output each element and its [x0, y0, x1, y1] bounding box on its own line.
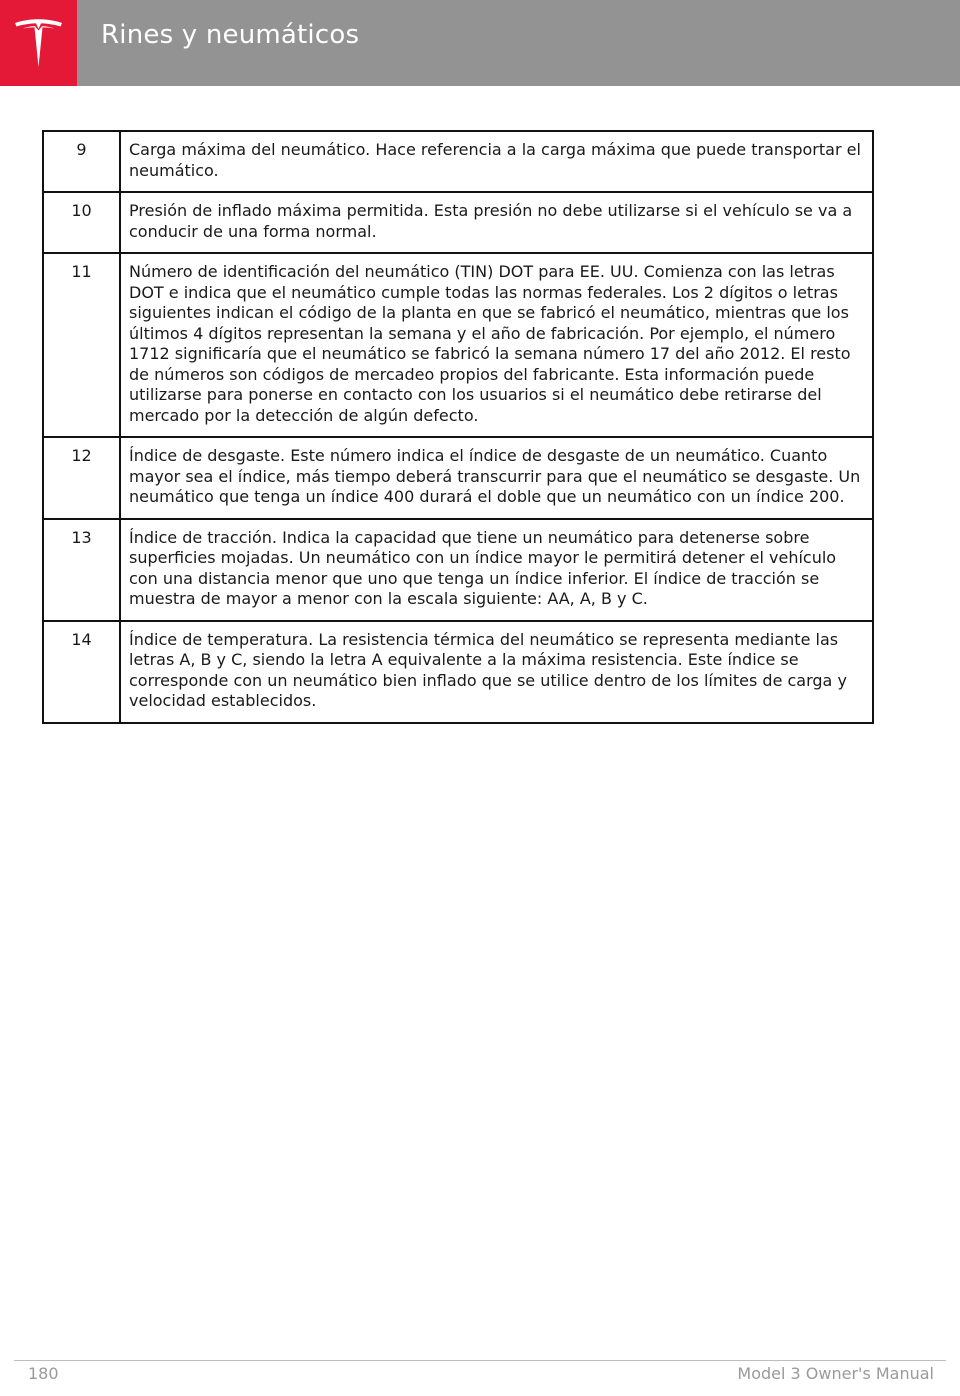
- table-row: [43, 621, 873, 723]
- table-row: [43, 437, 873, 519]
- row-description: Índice de tracción. Indica la capacidad que tiene un neumático para detenerse sobre superficies mojadas. Un neumático con un índice mayor le permitirá detener el vehículo con una distancia menor que uno que tenga un índice inferior. El índice de tracción se muestra de mayor a menor con la escala siguiente: AA, A, B y C.: [120, 519, 873, 621]
- table-row: [43, 192, 873, 253]
- brand-logo: [0, 0, 77, 86]
- page-header: [0, 0, 960, 86]
- row-description: Carga máxima del neumático. Hace referencia a la carga máxima que puede transportar el neumático.: [120, 131, 873, 192]
- row-number: 10: [43, 192, 120, 253]
- row-description: Número de identificación del neumático (TIN) DOT para EE. UU. Comienza con las letras DOT e indica que el neumático cumple todas las normas federales. Los 2 dígitos o letras siguientes indican el código de la planta en que se fabricó el neumático, mientras que los últimos 4 dígitos representan la semana y el año de fabricación. Por ejemplo, el número 1712 significaría que el neumático se fabricó la semana número 17 del año 2012. El resto de números son códigos de mercadeo propios del fabricante. Esta información puede utilizarse para ponerse en contacto con los usuarios si el neumático debe retirarse del mercado por la detección de algún defecto.: [120, 253, 873, 437]
- row-description: Índice de temperatura. La resistencia térmica del neumático se representa mediante las letras A, B y C, siendo la letra A equivalente a la máxima resistencia. Este índice se corresponde con un neumático bien inflado que se utilice dentro de los límites de carga y velocidad establecidos.: [120, 621, 873, 723]
- row-description: Presión de inflado máxima permitida. Esta presión no debe utilizarse si el vehículo se va a conducir de una forma normal.: [120, 192, 873, 253]
- row-number: 11: [43, 253, 120, 437]
- row-number: 14: [43, 621, 120, 723]
- row-number: 12: [43, 437, 120, 519]
- row-number: 13: [43, 519, 120, 621]
- table-row: [43, 253, 873, 437]
- manual-name: Model 3 Owner's Manual: [737, 1364, 934, 1383]
- tire-info-table: [42, 130, 874, 724]
- tesla-logo-icon: [13, 17, 64, 69]
- table-row: [43, 131, 873, 192]
- footer-divider: [14, 1360, 946, 1361]
- row-number: 9: [43, 131, 120, 192]
- table-row: [43, 519, 873, 621]
- page-title: Rines y neumáticos: [101, 20, 360, 50]
- page-number: 180: [28, 1364, 59, 1383]
- row-description: Índice de desgaste. Este número indica el índice de desgaste de un neumático. Cuanto mayor sea el índice, más tiempo deberá transcurrir para que el neumático se desgaste. Un neumático que tenga un índice 400 durará el doble que un neumático con un índice 200.: [120, 437, 873, 519]
